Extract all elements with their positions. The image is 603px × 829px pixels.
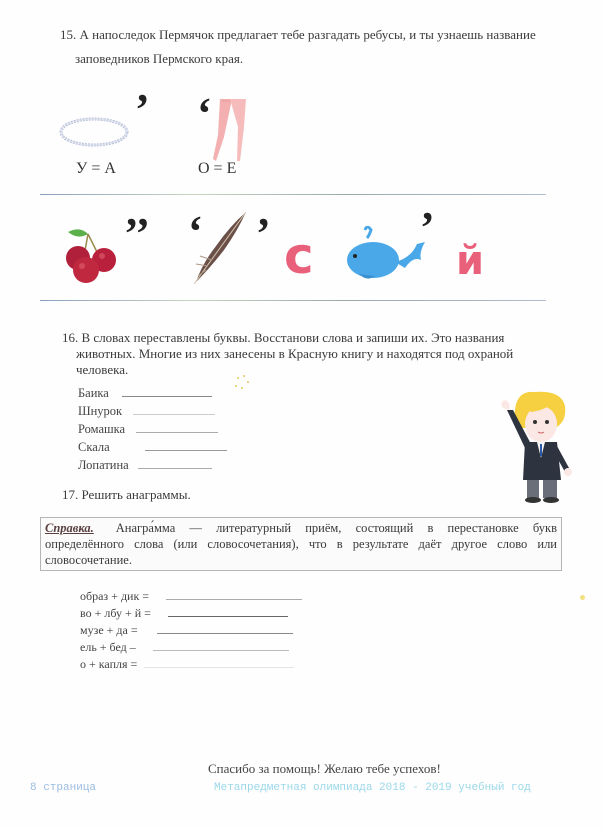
word-label: Баика bbox=[78, 386, 109, 400]
anagram-expression: во + лбу + й = bbox=[80, 606, 151, 620]
word-item bbox=[78, 438, 227, 455]
word-label: Скала bbox=[78, 440, 110, 454]
anagram-item bbox=[80, 621, 293, 639]
task16-text bbox=[62, 330, 542, 378]
rebus1-caption-1: У = А bbox=[76, 160, 116, 177]
separator-line bbox=[40, 194, 546, 195]
necklace-icon bbox=[58, 108, 130, 158]
task17-title: 17. Решить анаграммы. bbox=[62, 487, 191, 502]
answer-blank[interactable] bbox=[153, 638, 289, 651]
answer-blank[interactable] bbox=[157, 621, 293, 634]
letter-c: с bbox=[284, 227, 314, 285]
anagram-item bbox=[80, 638, 289, 656]
word-label: Ромашка bbox=[78, 422, 126, 436]
comma-mark: ’ bbox=[256, 209, 271, 258]
sparkle-decoration bbox=[232, 374, 252, 392]
answer-blank[interactable] bbox=[138, 456, 212, 469]
separator-line bbox=[40, 300, 546, 301]
footer-thanks: Спасибо за помощь! Желаю тебе успехов! bbox=[208, 761, 441, 776]
answer-blank[interactable] bbox=[145, 438, 227, 451]
whale-icon bbox=[345, 226, 427, 284]
word-item bbox=[78, 384, 212, 401]
anagram-expression: музе + да = bbox=[80, 623, 138, 637]
cherry-icon bbox=[58, 226, 124, 284]
note-label: Справка. bbox=[45, 521, 94, 535]
task16-text-line1: 16. В словах переставлены буквы. Восстанови слова и запиши их. Это названия bbox=[62, 330, 505, 345]
answer-blank[interactable] bbox=[122, 384, 212, 397]
anagram-item bbox=[80, 604, 288, 622]
word-item bbox=[78, 456, 212, 473]
footer-title: Метапредметная олимпиада 2018 - 2019 учебный год bbox=[214, 782, 531, 794]
legs-icon bbox=[210, 97, 252, 163]
comma-mark: ‘ bbox=[188, 207, 203, 256]
word-item bbox=[78, 402, 215, 419]
task16-text-line3: человека. bbox=[76, 362, 129, 377]
answer-blank[interactable] bbox=[133, 402, 215, 415]
double-comma-mark: ’’ bbox=[124, 209, 151, 258]
task15-text-line2: заповедников Пермского края. bbox=[75, 51, 244, 66]
anagram-expression: ель + бед – bbox=[80, 640, 136, 654]
comma-mark: ’ bbox=[420, 203, 435, 252]
answer-blank[interactable] bbox=[136, 420, 218, 433]
word-label: Лопатина bbox=[78, 458, 129, 472]
comma-mark: ’ bbox=[135, 85, 150, 134]
footer-page-number: 8 страница bbox=[30, 782, 97, 794]
reference-note bbox=[40, 517, 562, 571]
anagram-item bbox=[80, 655, 294, 673]
task15-text-line1: 15. А напоследок Пермячок предлагает тебе разгадать ребусы, и ты узнаешь название bbox=[60, 27, 536, 42]
comma-mark: ‘ bbox=[197, 89, 212, 138]
answer-blank[interactable] bbox=[168, 604, 288, 617]
word-label: Шнурок bbox=[78, 404, 123, 418]
anagram-item bbox=[80, 587, 302, 605]
task16-text-line2: животных. Многие из них занесены в Красную книгу и находятся под охраной bbox=[76, 346, 514, 361]
stain-dot bbox=[580, 595, 585, 600]
boy-character-icon bbox=[495, 388, 585, 504]
rebus1-caption-2: О = Е bbox=[198, 160, 237, 177]
answer-blank[interactable] bbox=[144, 655, 294, 668]
anagram-expression: образ + дик = bbox=[80, 589, 150, 603]
anagram-expression: о + капля = bbox=[80, 657, 138, 671]
feather-icon bbox=[188, 207, 254, 286]
answer-blank[interactable] bbox=[166, 587, 302, 600]
word-item bbox=[78, 420, 218, 437]
note-text: Анагра́мма — литературный приём, состоящий в перестановке букв определённого слова (или словосочетания), что в результате даёт другое слово или словосочетание. bbox=[45, 521, 557, 567]
letter-i-short: й bbox=[456, 238, 485, 284]
